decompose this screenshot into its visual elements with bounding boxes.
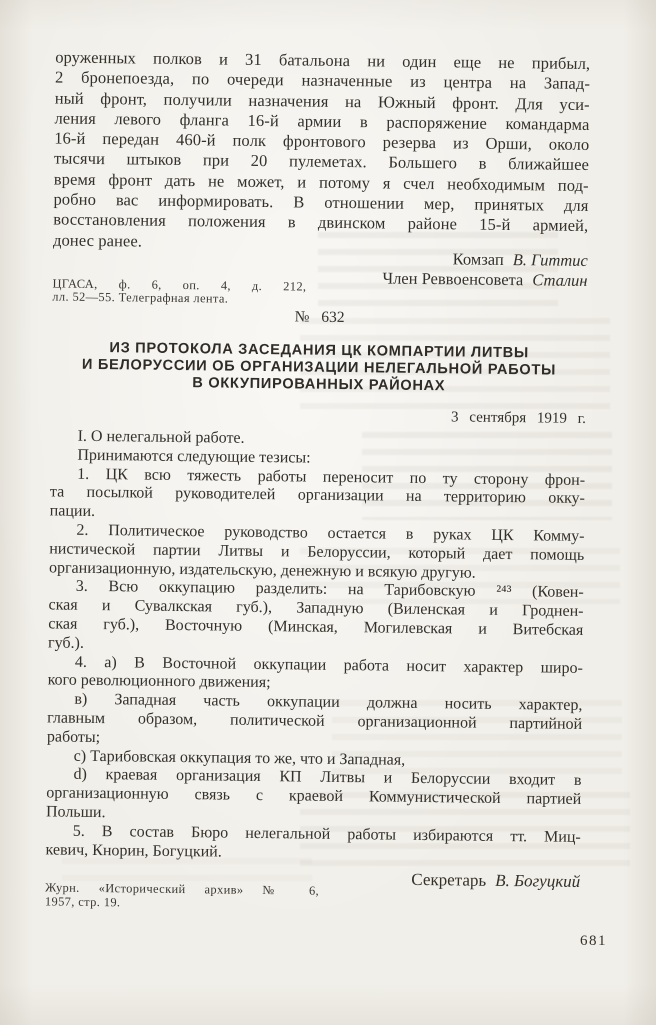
- text-line: И БЕЛОРУССИИ ОБ ОРГАНИЗАЦИИ НЕЛЕГАЛЬНОЙ РАБОТЫ: [81, 357, 557, 379]
- text-line: восстановления положения в двинском районе 15-й армией,: [53, 209, 589, 236]
- text-line: В ОККУПИРОВАННЫХ РАЙОНАХ: [192, 375, 446, 395]
- text-line: Принимаются следующие тезисы:: [77, 446, 311, 467]
- signature-name: В. Богуцкий: [495, 870, 581, 891]
- page-number: 681: [580, 933, 607, 949]
- text-line: та посылкой руководителей организации на территорию окку-: [49, 483, 586, 508]
- signature-role: Комзап: [452, 249, 504, 269]
- document-date: 3 сентября 1919 г.: [451, 409, 586, 427]
- signature-role: Секретарь: [411, 869, 487, 890]
- signature-role: Член Реввоенсовета: [382, 267, 524, 289]
- text-line: в) Западная часть оккупации должна носить характер,: [74, 690, 583, 715]
- text-line: оруженных полков и 31 батальона ни один еще не прибыл,: [55, 47, 591, 73]
- text-line: ный фронт, получили назначения на Южный фронт. Для уси-: [54, 88, 590, 114]
- paragraph: [46, 766, 582, 829]
- text-line: 1957, стр. 19.: [44, 893, 121, 909]
- document-number: № 632: [294, 308, 345, 327]
- text-line: 1. ЦК всю тяжесть работы переносит по ту сторону фрон-: [77, 465, 586, 489]
- paragraph: [45, 822, 580, 866]
- text-line: губ.).: [48, 634, 85, 652]
- text-line: 5. В состав Бюро нелегальной работы избираются тт. Миц-: [72, 822, 581, 846]
- paragraph: [47, 691, 583, 754]
- continued-paragraph: [53, 47, 590, 256]
- text-line: нистической партии Литвы и Белоруссии, который дает помощь: [49, 540, 585, 564]
- text-line: ИЗ ПРОТОКОЛА ЗАСЕДАНИЯ ЦК КОМПАРТИИ ЛИТВЫ: [109, 340, 530, 362]
- text-line: с) Тарибовская оккупация то же, что и Западная,: [73, 747, 406, 769]
- text-block: [44, 0, 591, 1025]
- text-line: тысячи штыков при 20 пулеметах. Большего в ближайшее: [53, 148, 590, 175]
- text-line: 3. Всю оккупацию разделить: на Тарибовскую ²⁴³ (Ковен-: [75, 578, 584, 602]
- text-line: пации.: [49, 502, 96, 521]
- text-line: 4. а) В Восточной оккупации работа носит характер широ-: [74, 653, 583, 677]
- text-line: ская губ.), Восточную (Минская, Могилевская и Витебская: [48, 615, 584, 639]
- text-line: кого революционного движения;: [47, 671, 271, 692]
- text-line: Журн. «Исторический архив» № 6,: [45, 880, 320, 898]
- text-line: 2 бронепоезда, по очереди назначенные из центра на Запад-: [54, 67, 591, 94]
- paragraph: [48, 578, 584, 660]
- text-line: донес ранее.: [52, 230, 143, 251]
- document-body: [45, 427, 585, 866]
- text-line: лл. 52—55. Телеграфная лента.: [52, 289, 229, 306]
- text-line: время фронт дать не может, и потому я счел необходимым под-: [53, 169, 589, 195]
- text-line: Польши.: [45, 803, 106, 822]
- text-line: робно вас информировать. В отношении мер, принятых для: [53, 189, 589, 216]
- text-line: d) краевая организация КП Литвы и Белоруссии входит в: [73, 766, 582, 790]
- text-line: ская и Сувалкская губ.), Западную (Виленская и Гроднен-: [48, 596, 584, 621]
- text-line: кевич, Кнорин, Богуцкий.: [45, 840, 222, 861]
- text-line: организационную связь с краевой Коммунистической партией: [46, 784, 582, 809]
- text-line: ления левого фланга 16-й армии в распоряжение командарма: [54, 108, 590, 134]
- document-title: [51, 339, 587, 397]
- text-line: I. О нелегальной работе.: [77, 427, 245, 447]
- paragraph: [50, 465, 586, 528]
- text-line: организационную, издательскую, денежную и всякую другую.: [48, 558, 476, 582]
- paragraph: [49, 521, 585, 584]
- signature-name: Сталин: [532, 269, 588, 290]
- text-line: ЦГАСА, ф. 6, оп. 4, д. 212,: [52, 276, 307, 294]
- paragraph: [48, 653, 583, 697]
- text-line: главным образом, политической организационной партийной: [47, 709, 583, 733]
- text-line: 2. Политическое руководство остается в руках ЦК Комму-: [76, 521, 585, 545]
- text-line: 16-й передан 460-й полк фронтового резерва из Орши, около: [54, 128, 590, 155]
- archival-reference: [52, 277, 306, 305]
- source-reference: [45, 881, 319, 911]
- text-line: работы;: [46, 728, 101, 746]
- signature-name: В. Гиттис: [512, 250, 588, 270]
